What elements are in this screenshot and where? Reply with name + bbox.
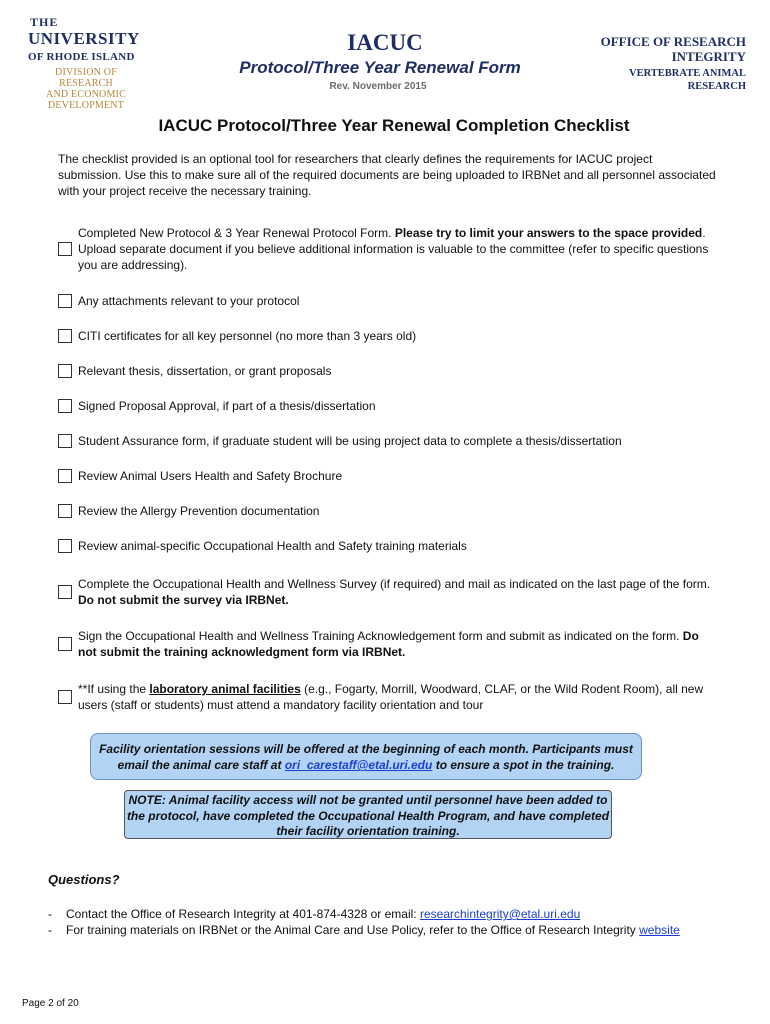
page-number: Page 2 of 20 [22, 998, 79, 1009]
checklist-item-health-brochure [58, 468, 718, 484]
checkbox[interactable] [58, 690, 72, 704]
checklist-item-text: Any attachments relevant to your protocol [78, 294, 300, 308]
checkbox[interactable] [58, 329, 72, 343]
checklist-item-text: Review animal-specific Occupational Health and Safety training materials [78, 539, 467, 553]
checklist-item-text: Sign the Occupational Health and Wellness Training Acknowledgement form and submit as indicated on the form. Do not submit the training acknowledgment form via IRBNet. [78, 629, 699, 659]
checklist-item-ohs-training [58, 538, 718, 554]
checklist-item-text: Review Animal Users Health and Safety Brochure [78, 469, 343, 483]
checklist-item-text: Review the Allergy Prevention documentation [78, 504, 320, 518]
logo-rhode-island: OF RHODE ISLAND [28, 51, 135, 63]
checkbox[interactable] [58, 504, 72, 518]
checklist-item-allergy [58, 503, 718, 519]
checklist-item-wellness-survey [58, 576, 718, 608]
laboratory-facilities-link[interactable]: laboratory animal facilities [149, 682, 301, 696]
list-dash: - [48, 923, 52, 937]
checklist-item-thesis [58, 363, 718, 379]
logo-division-line3: DEVELOPMENT [47, 100, 125, 111]
list-item [48, 906, 728, 922]
logo-division-line1: DIVISION OF RESEARCH [55, 67, 117, 89]
checklist-item-text: Student Assurance form, if graduate student will be using project data to complete a thesis/dissertation [78, 434, 622, 448]
checklist-item-text: **If using the laboratory animal facilities (e.g., Fogarty, Morrill, Woodward, CLAF, or the Wild Rodent Room), all new users (staff or students) must attend a mandatory facility orientation and tour [78, 682, 704, 712]
checkbox[interactable] [58, 399, 72, 413]
checklist-item-citi [58, 328, 718, 344]
checkbox[interactable] [58, 364, 72, 378]
list-item-text: Contact the Office of Research Integrity at 401-874-4328 or email: researchintegrity@etal.uri.edu [66, 907, 581, 921]
orientation-callout: Facility orientation sessions will be offered at the beginning of each month. Participants must email the animal care staff at ori_carestaff@etal.uri.edu to ensure a spot in the training. [90, 733, 642, 780]
logo-division-line2: AND ECONOMIC [46, 89, 126, 100]
checkbox[interactable] [58, 469, 72, 483]
office-line1: OFFICE OF RESEARCH [600, 34, 746, 49]
checklist-title: IACUC Protocol/Three Year Renewal Completion Checklist [158, 116, 630, 135]
checklist-item-student-assurance [58, 433, 718, 449]
checklist-item-training-acknowledgement [58, 628, 718, 660]
program-line1: VERTEBRATE ANIMAL [629, 68, 746, 79]
checkbox[interactable] [58, 434, 72, 448]
logo-the: THE [30, 15, 59, 29]
office-line2: INTEGRITY [671, 49, 746, 64]
form-title: IACUC [347, 30, 423, 55]
access-note-callout: NOTE: Animal facility access will not be granted until personnel have been added to the protocol, have completed the Occupational Health Program, and have completed their facility orientation training. [124, 790, 612, 839]
logo-university: UNIVERSITY [28, 29, 140, 48]
checklist-item-facility-orientation [58, 681, 718, 713]
program-name [576, 67, 746, 93]
website-link[interactable]: website [639, 923, 680, 937]
checklist-item-text: Completed New Protocol & 3 Year Renewal Protocol Form. Please try to limit your answers to the space provided. Upload separate document if you believe additional information is valuable to the committee (refer to specific questions you are addressing). [78, 226, 709, 272]
checklist-item-attachments [58, 293, 718, 309]
questions-heading: Questions? [48, 872, 120, 887]
questions-list [48, 906, 728, 938]
research-integrity-email-link[interactable]: researchintegrity@etal.uri.edu [419, 907, 581, 921]
program-line2: RESEARCH [687, 81, 746, 92]
checklist-item-protocol-form [58, 225, 718, 273]
checklist-item-proposal-approval [58, 398, 718, 414]
intro-paragraph: The checklist provided is an optional tool for researchers that clearly defines the requirements for IACUC project submission. Use this to make sure all of the required documents are being uploaded to IRBNet and all personnel associated with your project receive the necessary training. [58, 152, 716, 198]
checkbox[interactable] [58, 242, 72, 256]
checkbox[interactable] [58, 637, 72, 651]
care-staff-email-link[interactable]: ori_carestaff@etal.uri.edu [284, 758, 433, 772]
form-subtitle: Protocol/Three Year Renewal Form [239, 58, 521, 77]
checkbox[interactable] [58, 539, 72, 553]
form-revision: Rev. November 2015 [329, 81, 427, 92]
office-name [576, 34, 746, 64]
list-item-text: For training materials on IRBNet or the Animal Care and Use Policy, refer to the Office of Research Integrity website [66, 923, 680, 937]
checkbox[interactable] [58, 294, 72, 308]
list-dash: - [48, 907, 52, 921]
list-item [48, 922, 728, 938]
checklist-item-text: CITI certificates for all key personnel (no more than 3 years old) [78, 329, 417, 343]
checklist-item-text: Complete the Occupational Health and Wellness Survey (if required) and mail as indicated on the last page of the form. Do not submit the survey via IRBNet. [78, 577, 711, 607]
checklist-item-text: Relevant thesis, dissertation, or grant proposals [78, 364, 332, 378]
checkbox[interactable] [58, 585, 72, 599]
checklist-item-text: Signed Proposal Approval, if part of a thesis/dissertation [78, 399, 376, 413]
